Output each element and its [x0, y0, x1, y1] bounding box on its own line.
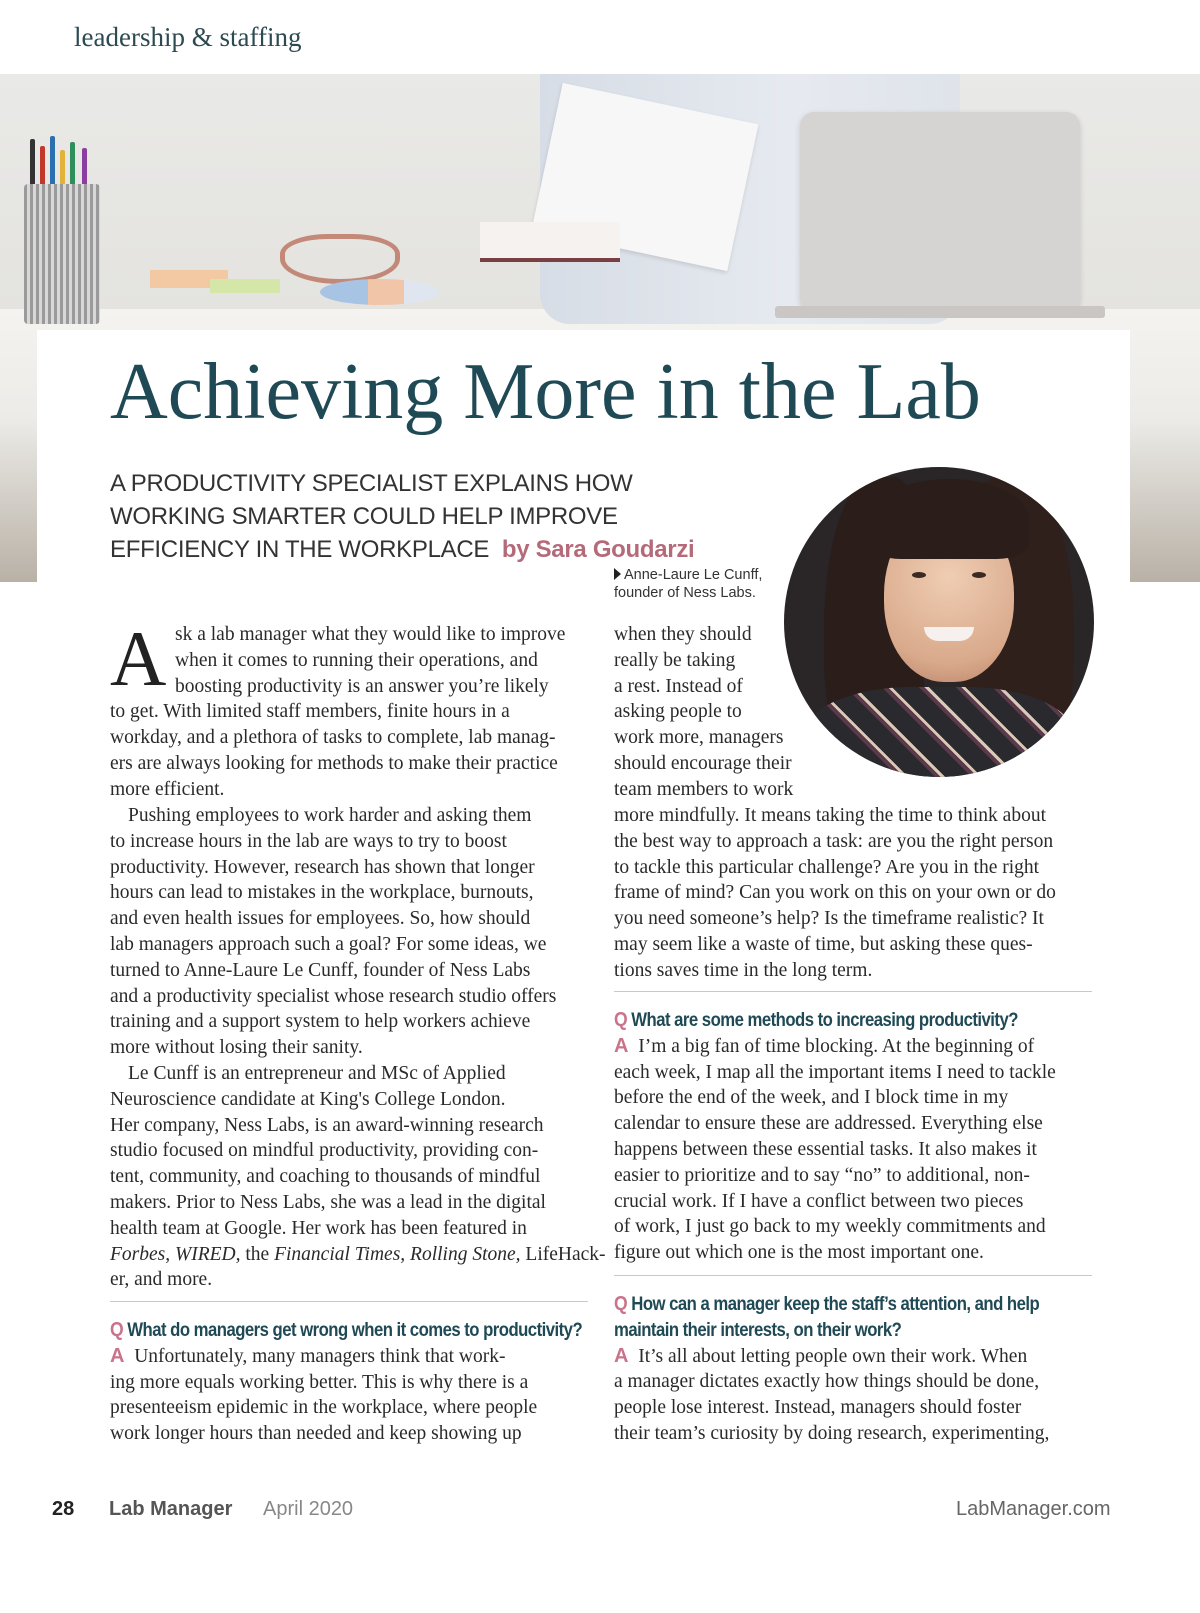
text-line: training and a support system to help workers achieve — [110, 1011, 531, 1033]
deck-text: A PRODUCTIVITY SPECIALIST EXPLAINS HOW WORKING SMARTER COULD HELP IMPROVE EFFICIENCY IN THE WORKPLACE — [110, 470, 633, 563]
text-line: the best way to approach a task: are you the right person — [614, 830, 1054, 852]
text-line: hours can lead to mistakes in the workplace, burnouts, — [110, 882, 534, 904]
drop-cap: A — [110, 615, 167, 702]
text-line: you need someone’s help? Is the timeframe realistic? It — [614, 908, 1044, 930]
text-line: ing more equals working better. This is why there is a — [110, 1371, 529, 1393]
text-line: tent, community, and coaching to thousands of mindful — [110, 1166, 541, 1188]
answer-text: Unfortunately, many managers think that work- — [134, 1345, 506, 1367]
question-text: maintain their interests, on their work? — [614, 1319, 902, 1341]
portrait-photo — [784, 467, 1094, 777]
section-divider — [614, 991, 1092, 992]
text-fragment: LifeHack- — [520, 1243, 606, 1265]
question-text: What are some methods to increasing productivity? — [631, 1010, 1018, 1031]
question-text: How can a manager keep the staff’s attention, and help — [631, 1294, 1040, 1315]
text-line: to get. With limited staff members, finite hours in a — [110, 701, 510, 723]
text-line: a rest. Instead of — [614, 675, 743, 697]
text-line: crucial work. If I have a conflict between two pieces — [614, 1190, 1024, 1212]
text-line: presenteeism epidemic in the workplace, where people — [110, 1397, 538, 1419]
qa-1 — [110, 1318, 590, 1447]
text-line: work more, managers — [614, 727, 784, 749]
text-line: should encourage their — [614, 752, 792, 774]
text-line: lab managers approach such a goal? For some ideas, we — [110, 933, 547, 955]
text-line: before the end of the week, and I block time in my — [614, 1087, 1009, 1109]
pen-cup-image — [24, 184, 100, 324]
text-line: Her company, Ness Labs, is an award-winning research — [110, 1114, 544, 1136]
answer-text: I’m a big fan of time blocking. At the beginning of — [638, 1035, 1035, 1057]
question-text: What do managers get wrong when it comes to productivity? — [127, 1320, 583, 1341]
photo-caption — [614, 566, 779, 602]
text-line: more efficient. — [110, 778, 225, 800]
text-line: sk a lab manager what they would like to improve — [175, 624, 566, 645]
qa-3 — [614, 1292, 1094, 1447]
question-2 — [614, 1008, 1036, 1034]
text-line: tions saves time in the long term. — [614, 959, 873, 981]
text-line: easier to prioritize and to say “no” to additional, non- — [614, 1164, 1030, 1186]
text-line: happens between these essential tasks. It also makes it — [614, 1138, 1037, 1160]
left-column-p2 — [110, 803, 590, 1061]
a-marker: A — [614, 1034, 629, 1057]
text-line: and a productivity specialist whose research studio offers — [110, 985, 557, 1007]
a-marker: A — [110, 1344, 125, 1367]
sticky-note — [210, 279, 280, 293]
text-line — [614, 1344, 1094, 1370]
caption-arrow-icon — [614, 568, 621, 580]
text-line: workday, and a plethora of tasks to complete, lab manag- — [110, 727, 556, 749]
section-divider — [614, 1275, 1092, 1276]
text-line: health team at Google. Her work has been featured in — [110, 1217, 527, 1239]
magazine-name: Lab Manager — [109, 1498, 233, 1520]
caption-text: Anne-Laure Le Cunff, founder of Ness Labs. — [614, 567, 763, 601]
text-line: and even health issues for employees. So, how should — [110, 908, 531, 930]
text-line: to increase hours in the lab are ways to try to boost — [110, 830, 507, 852]
issue-date: April 2020 — [263, 1498, 354, 1520]
text-line: frame of mind? Can you work on this on your own or do — [614, 882, 1056, 904]
text-line — [614, 1034, 1094, 1060]
text-line: team members to work — [614, 778, 794, 800]
text-line: to tackle this particular challenge? Are you in the right — [614, 856, 1040, 878]
laptop-base — [775, 306, 1105, 318]
page-number: 28 — [52, 1498, 75, 1520]
website-link[interactable]: LabManager.com — [956, 1498, 1111, 1520]
right-column-narrow — [614, 622, 814, 803]
text-line: more mindfully. It means taking the time to think about — [614, 805, 1046, 826]
q-marker: Q — [614, 1293, 628, 1315]
text-line — [110, 1242, 606, 1268]
text-line: figure out which one is the most important one. — [614, 1242, 984, 1264]
byline: by Sara Goudarzi — [501, 536, 695, 563]
text-line: work longer hours than needed and keep showing up — [110, 1423, 522, 1445]
article-title: Achieving More in the Lab — [110, 348, 981, 436]
text-line: studio focused on mindful productivity, providing con- — [110, 1140, 539, 1162]
text-line: boosting productivity is an answer you’re likely — [175, 675, 549, 697]
text-fragment: the — [240, 1243, 275, 1265]
printed-chart-image — [320, 279, 440, 305]
text-line: really be taking — [614, 649, 736, 671]
text-line: Le Cunff is an entrepreneur and MSc of Applied — [128, 1063, 506, 1084]
publication-names: Financial Times, Rolling Stone, — [274, 1243, 521, 1265]
text-line: turned to Anne-Laure Le Cunff, founder of Ness Labs — [110, 959, 531, 981]
text-line: of work, I just go back to my weekly commitments and — [614, 1216, 1046, 1238]
article-deck — [110, 467, 750, 566]
a-marker: A — [614, 1344, 629, 1367]
question-1 — [110, 1318, 583, 1344]
left-column-p1 — [110, 615, 590, 803]
text-line: their team’s curiosity by doing research, experimenting, — [614, 1422, 1050, 1444]
right-column-wide — [614, 803, 1094, 984]
section-label: leadership & staffing — [74, 22, 302, 52]
text-line: a manager dictates exactly how things should be done, — [614, 1371, 1040, 1393]
text-line: makers. Prior to Ness Labs, she was a lead in the digital — [110, 1191, 546, 1213]
text-line: Pushing employees to work harder and asking them — [128, 805, 532, 826]
text-line: when it comes to running their operations, and — [175, 649, 538, 671]
text-line: may seem like a waste of time, but asking these ques- — [614, 933, 1033, 955]
notebook-image — [480, 222, 620, 262]
qa-2 — [614, 1008, 1094, 1266]
text-line: more without losing their sanity. — [110, 1037, 363, 1059]
text-line: calendar to ensure these are addressed. Everything else — [614, 1113, 1043, 1135]
text-line: ers are always looking for methods to make their practice — [110, 752, 558, 774]
text-line: asking people to — [614, 701, 742, 723]
text-line: each week, I map all the important items I need to tackle — [614, 1061, 1056, 1083]
text-line: people lose interest. Instead, managers should foster — [614, 1397, 1022, 1419]
publication-names: Forbes, WIRED, — [110, 1243, 241, 1265]
left-column-p3 — [110, 1061, 606, 1293]
text-line: productivity. However, research has shown that longer — [110, 856, 535, 878]
glasses-image — [280, 234, 400, 284]
answer-text: It’s all about letting people own their work. When — [638, 1345, 1028, 1367]
text-line — [110, 1344, 590, 1370]
laptop-image — [800, 112, 1080, 312]
q-marker: Q — [110, 1319, 124, 1341]
question-3 — [614, 1292, 1040, 1318]
q-marker: Q — [614, 1009, 628, 1031]
section-divider — [110, 1301, 588, 1302]
text-line: when they should — [614, 624, 752, 645]
text-line: Neuroscience candidate at King's College London. — [110, 1088, 506, 1110]
text-line: er, and more. — [110, 1269, 213, 1291]
